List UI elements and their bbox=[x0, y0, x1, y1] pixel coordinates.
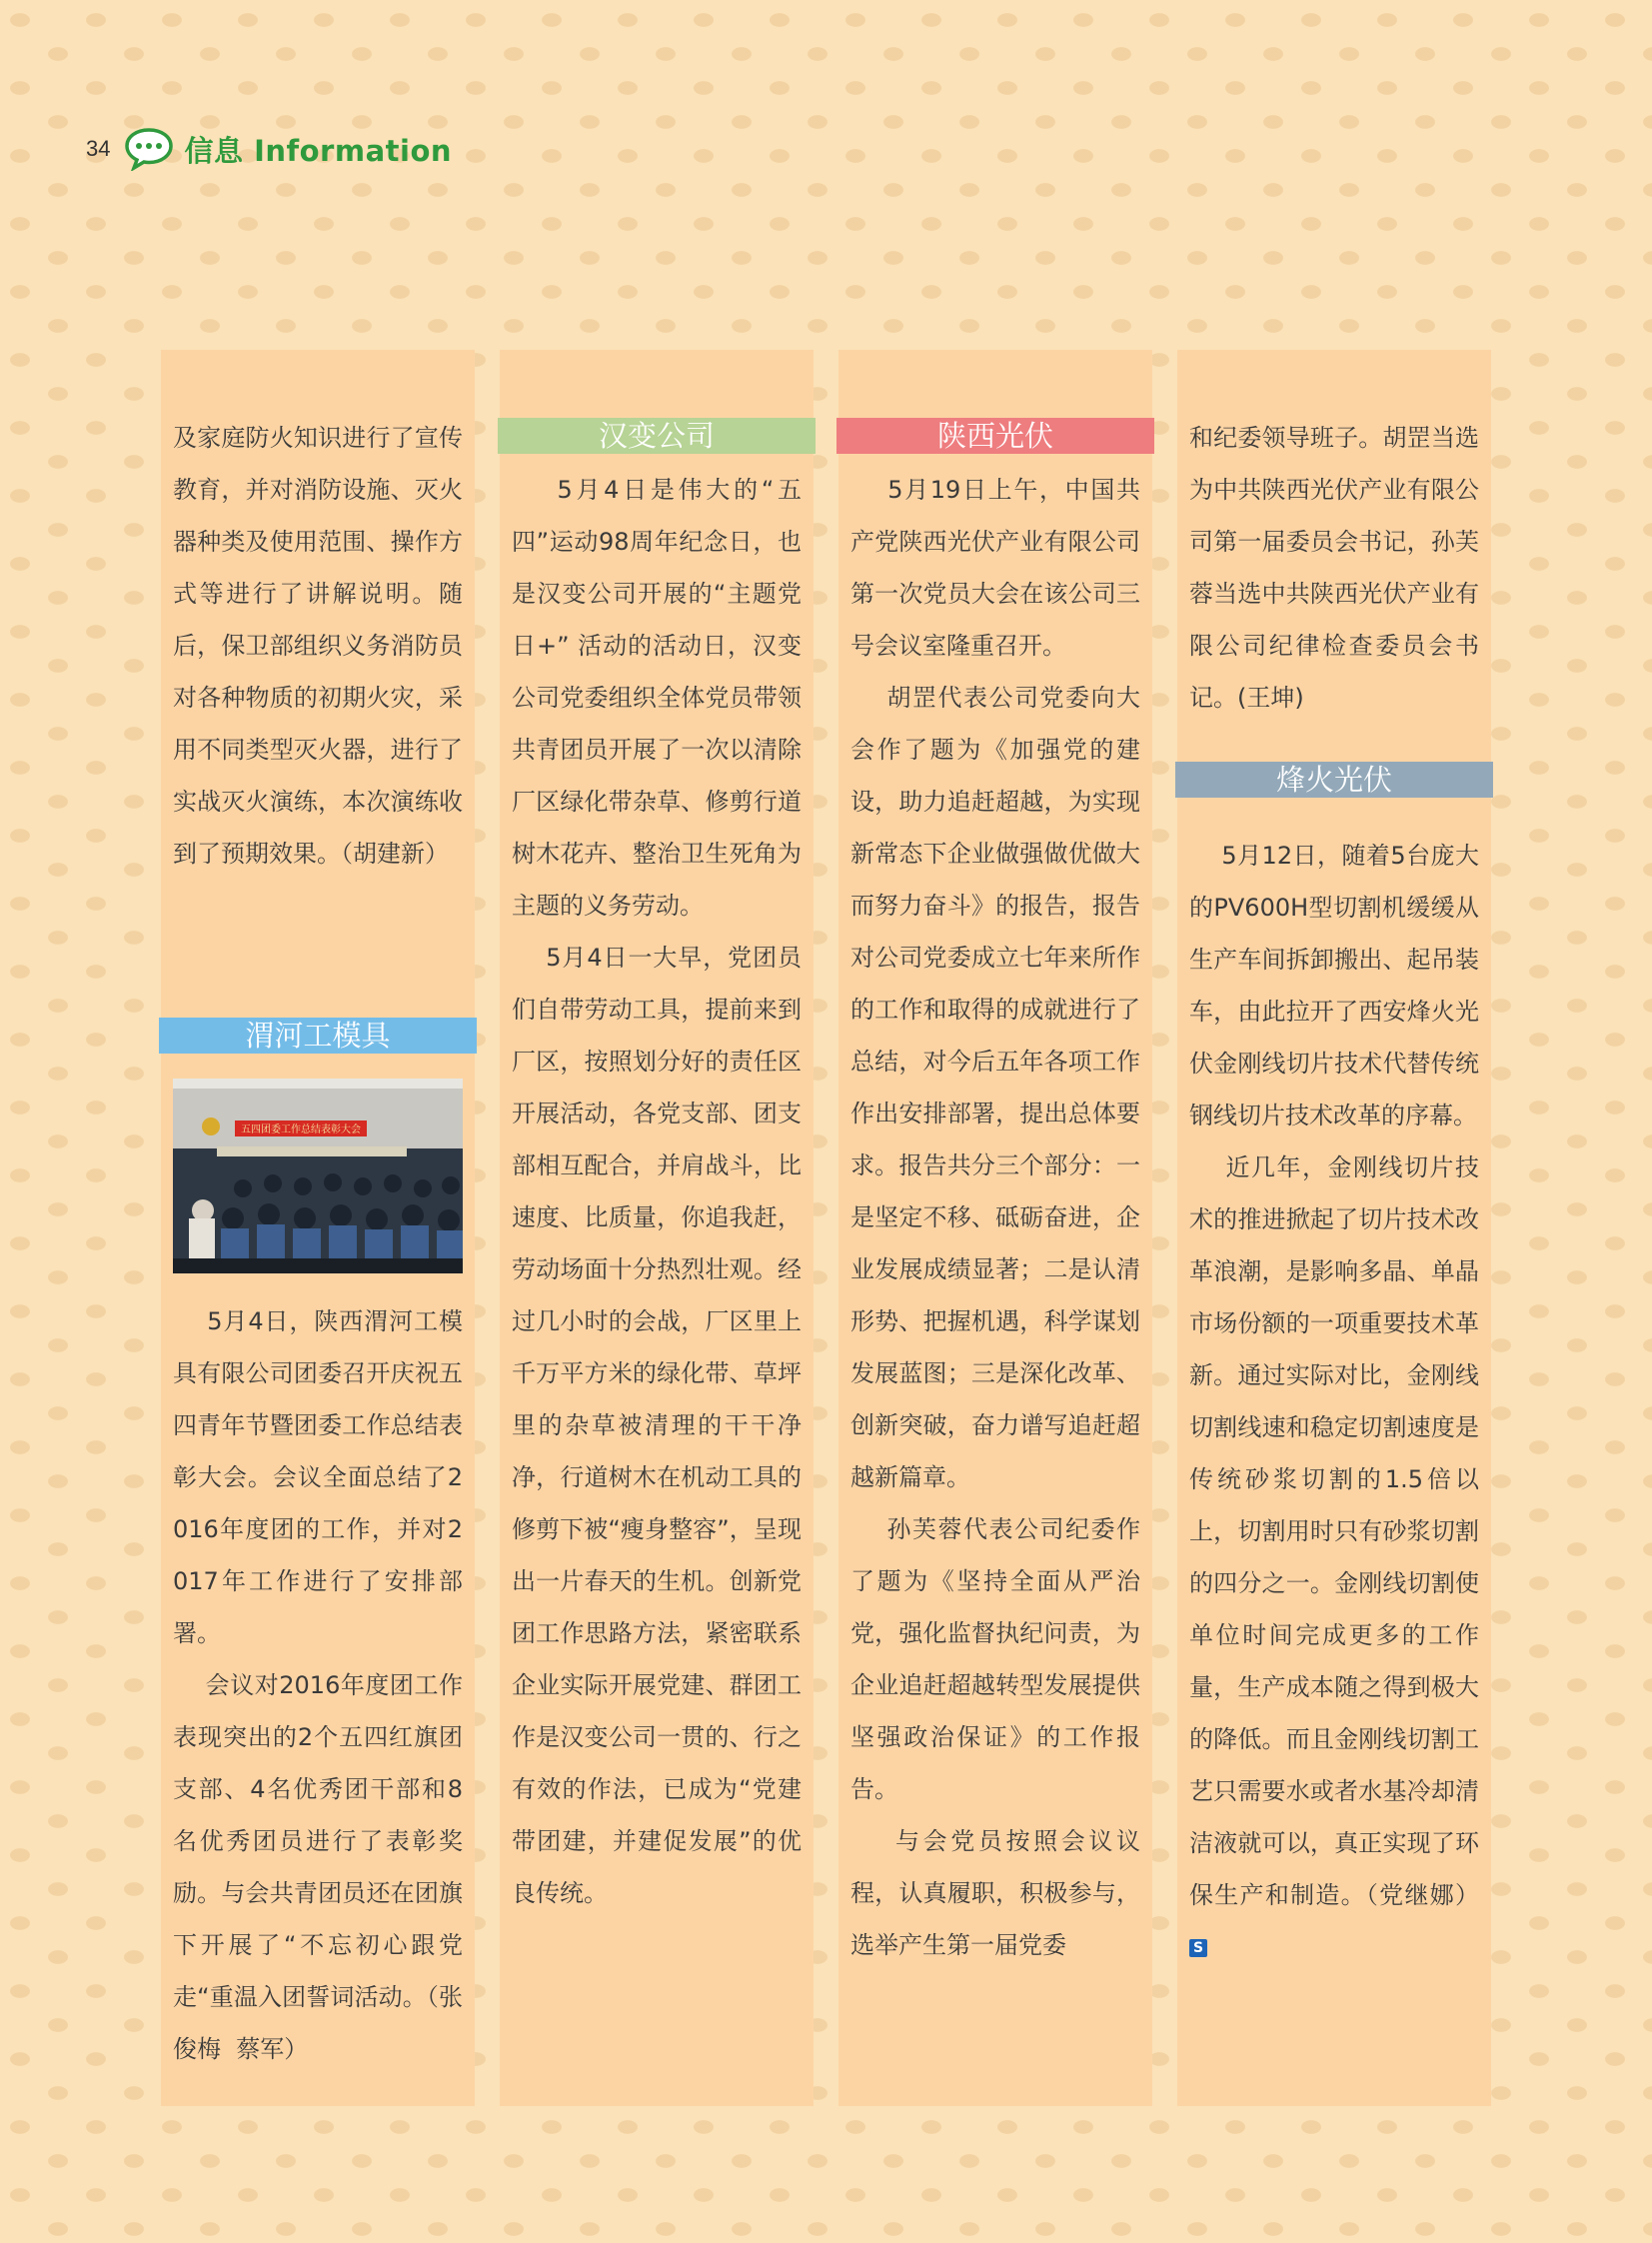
section-title: 信息 Information bbox=[184, 133, 453, 168]
page-number: 34 bbox=[86, 136, 111, 161]
article-column-4 bbox=[1177, 350, 1491, 2106]
heading-fenghuo-pv: 烽火光伏 bbox=[1175, 762, 1493, 798]
article-text-shaanxi-pv-cont: 和纪委领导班子。胡罡当选为中共陕西光伏产业有限公司第一届委员会书记，孙芙蓉当选中共陕西光伏产业有限公司纪律检查委员会书记。(王坤) bbox=[1189, 424, 1479, 712]
article-body-fenghuo: 5月12日，随着5台庞大的PV600H型切割机缓缓从生产车间拆卸搬出、起吊装车，由此拉开了西安烽火光伏金刚线切片技术代替传统钢线切片技术改革的序幕。 近几年，金刚线切片技术的推进掀起了切片技术改革浪潮，是影响多晶、单晶市场份额的一项重要技术革新。通过实际对比，金刚线切割线速和稳定切割速度是传统砂浆切割的1.5倍以上，切割用时只有砂浆切割的四分之一。金刚线切割使单位时间完成更多的工作量，生产成本随之得到极大的降低。而且金刚线切割工艺只需要水或者水基冷却清洁液就可以，真正实现了环保生产和制造。（党继娜） bbox=[1189, 842, 1480, 1909]
article-text-fenghuo-pv bbox=[1189, 830, 1479, 2089]
article-column-1 bbox=[161, 350, 475, 2106]
end-mark-icon: S bbox=[1189, 1939, 1207, 1957]
article-text-shaanxi-pv: 5月19日上午，中国共产党陕西光伏产业有限公司第一次党员大会在该公司三号会议室隆重召开。 胡罡代表公司党委向大会作了题为《加强党的建设，助力追赶超越，为实现新常态下企业做强做优做大而努力奋斗》的报告，报告对公司党委成立七年来所作的工作和取得的成就进行了总结，对今后五年各项工作作出安排部署，提出总体要求。报告共分三个部分：一是坚定不移、砥砺奋进，企业发展成绩显著；二是认清形势、把握机遇，科学谋划发展蓝图；三是深化改革、创新突破，奋力谱写追赶超越新篇章。 孙芙蓉代表公司纪委作了题为《坚持全面从严治党，强化监督执纪问责，为企业追赶超越转型发展提供坚强政治保证》的工作报告。 与会党员按照会议议程，认真履职，积极参与，选举产生第一届党委 bbox=[850, 476, 1141, 1959]
heading-hanbian: 汉变公司 bbox=[498, 418, 816, 454]
page-header bbox=[86, 124, 452, 174]
article-text-weihe: 5月4日，陕西渭河工模具有限公司团委召开庆祝五四青年节暨团委工作总结表彰大会。会议全面总结了2016年度团的工作，并对2017年工作进行了安排部署。 会议对2016年度团工作表现突出的2个五四红旗团支部、4名优秀团干部和8名优秀团员进行了表彰奖励。与会共青团员还在团旗下开展了“不忘初心跟党走“重温入团誓词活动。（张俊梅 蔡军） bbox=[173, 1307, 464, 2063]
article-text-fire-drill: 及家庭防火知识进行了宣传教育，并对消防设施、灭火器种类及使用范围、操作方式等进行了讲解说明。随后，保卫部组织义务消防员对各种物质的初期火灾，采用不同类型灭火器，进行了实战灭火演练，本次演练收到了预期效果。（胡建新） bbox=[173, 424, 463, 868]
heading-shaanxi-pv: 陕西光伏 bbox=[836, 418, 1154, 454]
speech-bubble-icon bbox=[124, 127, 174, 171]
article-column-2 bbox=[500, 350, 814, 2106]
article-text-hanbian: 5月4日是伟大的“五四”运动98周年纪念日，也是汉变公司开展的“主题党日+” 活动的活动日，汉变公司党委组织全体党员带领共青团员开展了一次以清除厂区绿化带杂草、修剪行道树木花卉、整治卫生死角为主题的义务劳动。 5月4日一大早，党团员们自带劳动工具，提前来到厂区，按照划分好的责任区开展活动，各党支部、团支部相互配合，并肩战斗，比速度、比质量，你追我赶，劳动场面十分热烈壮观。经过几小时的会战，厂区里上千万平方米的绿化带、草坪里的杂草被清理的干干净净，行道树木在机动工具的修剪下被“瘦身整容”，呈现出一片春天的生机。创新党团工作思路方法，紧密联系企业实际开展党建、群团工作是汉变公司一贯的、行之有效的作法，已成为“党建带团建，并建促发展”的优良传统。 bbox=[512, 476, 803, 1907]
meeting-photo bbox=[173, 1079, 463, 1273]
heading-weihe: 渭河工模具 bbox=[159, 1018, 477, 1054]
article-column-3 bbox=[838, 350, 1152, 2106]
photo-banner-text: 五四团委工作总结表彰大会 bbox=[241, 1124, 361, 1135]
